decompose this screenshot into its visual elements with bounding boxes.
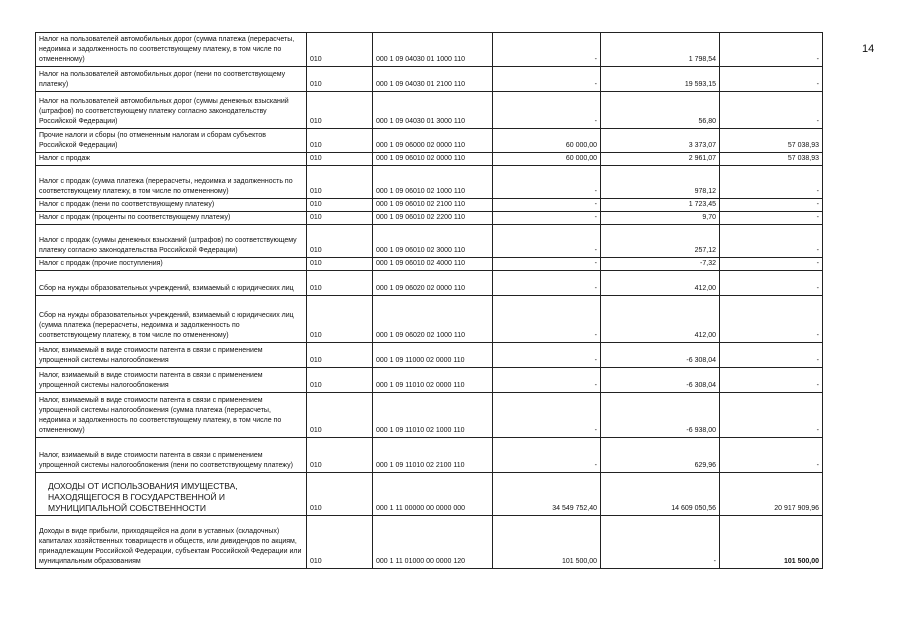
row-rest: - (720, 67, 823, 92)
row-rest: 101 500,00 (720, 516, 823, 569)
row-plan: - (493, 212, 601, 225)
row-plan: - (493, 166, 601, 199)
row-name: ДОХОДЫ ОТ ИСПОЛЬЗОВАНИЯ ИМУЩЕСТВА, НАХОДЯЩЕГОСЯ В ГОСУДАРСТВЕННОЙ И МУНИЦИПАЛЬНОЙ СОБСТВЕННОСТИ (36, 473, 307, 516)
row-exec: 412,00 (601, 271, 720, 296)
row-code: 010 (307, 368, 373, 393)
row-exec: 19 593,15 (601, 67, 720, 92)
table-row (36, 166, 823, 199)
row-name: Налог на пользователей автомобильных дорог (суммы денежных взысканий (штрафов) по соответствующему платежу согласно законодательству Российской Федерации) (36, 92, 307, 129)
table-row (36, 343, 823, 368)
row-name: Прочие налоги и сборы (по отмененным налогам и сборам субъектов Российской Федерации) (36, 129, 307, 153)
row-plan: - (493, 67, 601, 92)
row-name: Налог, взимаемый в виде стоимости патента в связи с применением упрощенной системы налогообложения (пени по соответствующему платежу) (36, 438, 307, 473)
row-rest: - (720, 343, 823, 368)
row-name: Налог, взимаемый в виде стоимости патента в связи с применением упрощенной системы налогообложения (сумма платежа (перерасчеты, недоимка и задолженность по соответствующему платежу, в том числе по отмененному) (36, 393, 307, 438)
row-plan: 101 500,00 (493, 516, 601, 569)
table-row (36, 199, 823, 212)
row-exec: 1 723,45 (601, 199, 720, 212)
row-code: 010 (307, 166, 373, 199)
table-row (36, 516, 823, 569)
row-rest: 57 038,93 (720, 129, 823, 153)
row-code: 010 (307, 516, 373, 569)
row-kbk: 000 1 09 04030 01 1000 110 (373, 33, 493, 67)
row-rest: - (720, 212, 823, 225)
row-rest: - (720, 296, 823, 343)
table-row (36, 393, 823, 438)
row-plan: - (493, 368, 601, 393)
table-row (36, 33, 823, 67)
table-row-section (36, 473, 823, 516)
row-plan: 60 000,00 (493, 129, 601, 153)
row-kbk: 000 1 09 06000 02 0000 110 (373, 129, 493, 153)
row-plan: - (493, 438, 601, 473)
row-code: 010 (307, 199, 373, 212)
table-row (36, 67, 823, 92)
row-rest: - (720, 199, 823, 212)
row-kbk: 000 1 09 06010 02 4000 110 (373, 258, 493, 271)
page-number: 14 (862, 43, 875, 55)
table-row (36, 129, 823, 153)
row-code: 010 (307, 92, 373, 129)
row-code: 010 (307, 153, 373, 166)
row-exec: 56,80 (601, 92, 720, 129)
row-kbk: 000 1 09 11010 02 0000 110 (373, 368, 493, 393)
row-plan: - (493, 258, 601, 271)
row-kbk: 000 1 09 04030 01 2100 110 (373, 67, 493, 92)
row-kbk: 000 1 09 11010 02 1000 110 (373, 393, 493, 438)
row-exec: -6 938,00 (601, 393, 720, 438)
row-exec: -6 308,04 (601, 343, 720, 368)
row-code: 010 (307, 129, 373, 153)
row-kbk: 000 1 09 04030 01 3000 110 (373, 92, 493, 129)
row-kbk: 000 1 11 01000 00 0000 120 (373, 516, 493, 569)
row-name: Налог на пользователей автомобильных дорог (пени по соответствующему платежу) (36, 67, 307, 92)
row-code: 010 (307, 212, 373, 225)
row-rest: - (720, 438, 823, 473)
row-plan: 60 000,00 (493, 153, 601, 166)
row-plan: - (493, 33, 601, 67)
row-code: 010 (307, 225, 373, 258)
row-name: Сбор на нужды образовательных учреждений, взимаемый с юридических лиц (сумма платежа (перерасчеты, недоимка и задолженность по соответствующему платежу, в том числе по отмененному) (36, 296, 307, 343)
income-report-table (35, 32, 823, 569)
row-kbk: 000 1 09 06020 02 0000 110 (373, 271, 493, 296)
row-plan: - (493, 92, 601, 129)
row-plan: - (493, 271, 601, 296)
row-code: 010 (307, 393, 373, 438)
table-row (36, 271, 823, 296)
row-rest: - (720, 33, 823, 67)
row-name: Налог с продаж (проценты по соответствующему платежу) (36, 212, 307, 225)
row-rest: - (720, 271, 823, 296)
row-code: 010 (307, 473, 373, 516)
row-code: 010 (307, 258, 373, 271)
row-name: Налог, взимаемый в виде стоимости патента в связи с применением упрощенной системы налогообложения (36, 343, 307, 368)
row-rest: 20 917 909,96 (720, 473, 823, 516)
row-exec: 978,12 (601, 166, 720, 199)
row-kbk: 000 1 11 00000 00 0000 000 (373, 473, 493, 516)
row-name: Налог на пользователей автомобильных дорог (сумма платежа (перерасчеты, недоимка и задолженность по соответствующему платежу, в том числе по отмененному) (36, 33, 307, 67)
row-exec: -7,32 (601, 258, 720, 271)
table-row (36, 438, 823, 473)
row-code: 010 (307, 438, 373, 473)
row-kbk: 000 1 09 06010 02 3000 110 (373, 225, 493, 258)
table-row (36, 368, 823, 393)
table-row (36, 225, 823, 258)
row-exec: - (601, 516, 720, 569)
row-name: Налог с продаж (36, 153, 307, 166)
row-name: Налог с продаж (пени по соответствующему платежу) (36, 199, 307, 212)
row-code: 010 (307, 271, 373, 296)
row-code: 010 (307, 296, 373, 343)
row-kbk: 000 1 09 06010 02 2200 110 (373, 212, 493, 225)
table-row (36, 92, 823, 129)
row-rest: - (720, 258, 823, 271)
table-row (36, 153, 823, 166)
row-rest: - (720, 393, 823, 438)
row-rest: - (720, 225, 823, 258)
row-exec: 9,70 (601, 212, 720, 225)
row-plan: - (493, 296, 601, 343)
row-name: Сбор на нужды образовательных учреждений, взимаемый с юридических лиц (36, 271, 307, 296)
row-exec: 3 373,07 (601, 129, 720, 153)
table-row (36, 258, 823, 271)
row-name: Налог, взимаемый в виде стоимости патента в связи с применением упрощенной системы налогообложения (36, 368, 307, 393)
row-kbk: 000 1 09 06010 02 2100 110 (373, 199, 493, 212)
row-name: Налог с продаж (прочие поступления) (36, 258, 307, 271)
row-kbk: 000 1 09 06010 02 1000 110 (373, 166, 493, 199)
row-name: Налог с продаж (сумма платежа (перерасчеты, недоимка и задолженность по соответствующему платежу, в том числе по отмененному) (36, 166, 307, 199)
row-kbk: 000 1 09 06010 02 0000 110 (373, 153, 493, 166)
row-kbk: 000 1 09 06020 02 1000 110 (373, 296, 493, 343)
row-exec: 1 798,54 (601, 33, 720, 67)
row-rest: - (720, 92, 823, 129)
row-plan: 34 549 752,40 (493, 473, 601, 516)
table-row (36, 296, 823, 343)
row-code: 010 (307, 343, 373, 368)
table-row (36, 212, 823, 225)
row-plan: - (493, 343, 601, 368)
row-exec: -6 308,04 (601, 368, 720, 393)
row-name: Доходы в виде прибыли, приходящейся на доли в уставных (складочных) капиталах хозяйственных товариществ и обществ, или дивидендов по акциям, принадлежащим Российской Федерации, субъектам Российской Федерации или муниципальным образованиям (36, 516, 307, 569)
row-exec: 14 609 050,56 (601, 473, 720, 516)
row-exec: 257,12 (601, 225, 720, 258)
row-rest: - (720, 368, 823, 393)
row-plan: - (493, 225, 601, 258)
row-kbk: 000 1 09 11010 02 2100 110 (373, 438, 493, 473)
row-rest: - (720, 166, 823, 199)
row-rest: 57 038,93 (720, 153, 823, 166)
row-exec: 629,96 (601, 438, 720, 473)
row-exec: 412,00 (601, 296, 720, 343)
row-code: 010 (307, 67, 373, 92)
row-exec: 2 961,07 (601, 153, 720, 166)
row-kbk: 000 1 09 11000 02 0000 110 (373, 343, 493, 368)
row-plan: - (493, 393, 601, 438)
row-plan: - (493, 199, 601, 212)
row-name: Налог с продаж (суммы денежных взысканий (штрафов) по соответствующему платежу согласно законодательства Российской Федерации) (36, 225, 307, 258)
row-code: 010 (307, 33, 373, 67)
